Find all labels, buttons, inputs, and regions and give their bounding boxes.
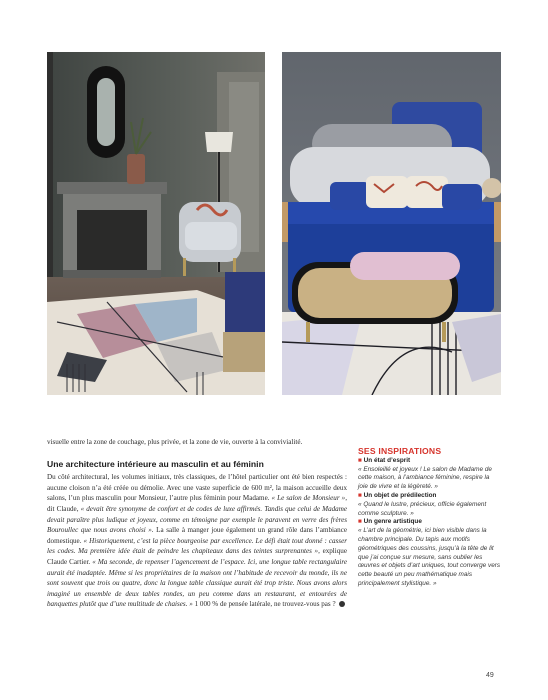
- sidebar-title: SES INSPIRATIONS: [358, 446, 442, 456]
- quote-text: « Ma seconde, de repenser l’agencement de l’espace. Ici, une longue table rectangulaire aurait été inadaptée. Même si les propriétaires de la maison ont l’habitude de recevoir du monde, ils ne sont souvent que trois ou quatre, donc la longue table classique aurait été trop triste. Nous avons alors imaginé un ensemble de deux tables rondes, un peu comme dans un restaurant, et entourées de banquettes plutôt que d’une multitude de chaises. »: [47, 557, 348, 609]
- photo-living-room: [47, 52, 265, 395]
- article-body: [47, 437, 347, 610]
- quote-text: « Historiquement, c’est la pièce bourgeoise par excellence. Le défi était tout donné : casser les codes. Ma première idée était de peindre les chapiteaux dans des teintes surprenantes »: [47, 536, 347, 556]
- bedroom-illustration: [282, 52, 501, 395]
- living-room-illustration: [47, 52, 265, 395]
- lead-paragraph: visuelle entre la zone de couchage, plus privée, et la zone de vie, ouverte à la convivialité.: [47, 438, 303, 446]
- sidebar-item: [358, 518, 501, 588]
- sidebar-item-text: « Ensoleillé et joyeux ! Le salon de Madame de cette maison, à l’ambiance féminine, respire la joie de vivre et la légèreté. »: [358, 465, 492, 491]
- body-text: , explique Claude Cartier.: [47, 547, 347, 566]
- body-text: , dit Claude,: [47, 494, 347, 513]
- sidebar-item-title: Un objet de prédilection: [363, 491, 437, 499]
- body-text: Du côté architectural, les volumes initiaux, très classiques, de l’hôtel particulier ont été bien respectés : aucune cloison n’a été créée ou démolie. Avec une vaste superficie de 600 m², la maison accueille deux salons, l’un plus masculin pour Monsieur, l’autre plus féminin pour Madame.: [47, 473, 347, 503]
- body-text: 1 000 % de pensée latérale, ne trouvez-vous pas ?: [192, 600, 336, 609]
- bullet-square-icon: ■: [358, 491, 362, 499]
- inspirations-sidebar: [358, 447, 501, 589]
- sidebar-item-title: Un état d’esprit: [363, 456, 411, 464]
- sidebar-item-title: Un genre artistique: [363, 518, 422, 526]
- body-paragraph: [47, 472, 347, 610]
- body-text: La salle à manger joue également un grand rôle dans l’ambiance domestique.: [47, 526, 347, 545]
- sidebar-item-text: « Quand le lustre, précieux, officie également comme sculpture. »: [358, 500, 487, 517]
- end-of-article-icon: [339, 601, 345, 607]
- section-heading: Une architecture intérieure au masculin et au féminin: [47, 458, 264, 469]
- photo-bedroom: [282, 52, 501, 395]
- sidebar-item-text: « L’art de la géométrie, ici bien visible dans la chambre principale. Du tapis aux motifs géométriques des coussins, jusqu’à la tête de lit que j’ai conçue sur mesure, sans oublier les œuvres et objets d’art uniques, tout converge vers cette beauté un peu mathématique mais principalement stylistique. »: [358, 527, 501, 587]
- bullet-square-icon: ■: [358, 456, 362, 464]
- quote-text: « devait être synonyme de confort et de codes de luxe affirmés. Tandis que celui de Madame devait paraître plus ludique et joyeux, comme en témoigne par exemple le paravent en verre des frères Bouroullec que nous avons choisi ».: [47, 504, 347, 535]
- sidebar-item: [358, 457, 501, 492]
- quote-text: « Le salon de Monsieur »: [271, 494, 346, 503]
- bullet-square-icon: ■: [358, 518, 362, 526]
- sidebar-item: [358, 492, 501, 518]
- page-number: 49: [486, 672, 494, 679]
